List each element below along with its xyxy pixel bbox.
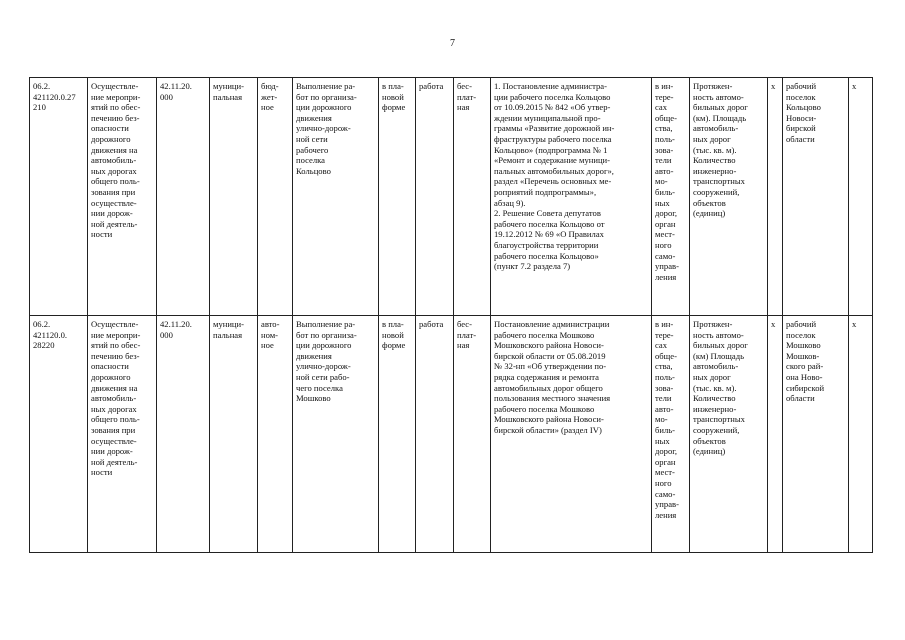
table-row xyxy=(30,78,873,316)
type-cell: муници- пальная xyxy=(210,316,258,553)
payment-cell: бес- плат- ная xyxy=(454,78,491,316)
mark-cell: х xyxy=(768,316,783,553)
mark-cell: х xyxy=(768,78,783,316)
basis-cell: Постановление администрации рабочего поселка Мошково Мошковского района Новоси- бирской области от 05.08.2019 № 32-нп «Об утверждении по- рядка содержания и ремонта автомобильных дорог общего пользования местного значения рабочего поселка Мошково Мошковского района Новоси- бирской области» (раздел IV) xyxy=(491,316,652,553)
form-cell: в пла- новой форме xyxy=(379,78,416,316)
table-row xyxy=(30,316,873,553)
payment-cell: бес- плат- ная xyxy=(454,316,491,553)
kind-cell: работа xyxy=(416,78,454,316)
page-number: 7 xyxy=(450,38,455,49)
consumers-cell: в ин- тере- сах обще- ства, поль- зова- тели авто- мо- биль- ных дорог, орган мест- ного само- управ- ления xyxy=(652,316,690,553)
territory-cell: рабочий поселок Кольцово Новоси- бирской области xyxy=(783,78,849,316)
okved-cell: 42.11.20. 000 xyxy=(157,78,210,316)
indicators-cell: Протяжен- ность автомо- бильных дорог (км) Площадь автомобиль- ных дорог (тыс. кв. м). Количество инженерно- транспортных сооружений, объектов (единиц) xyxy=(690,316,768,553)
content-cell: Выполнение ра- бот по организа- ции дорожного движения улично-дорож- ной сети рабочего поселка Кольцово xyxy=(293,78,379,316)
territory-cell: рабочий поселок Мошково Мошков- ского рай- она Ново- сибирской области xyxy=(783,316,849,553)
registry-table xyxy=(29,77,873,553)
basis-cell: 1. Постановление администра- ции рабочего поселка Кольцово от 10.09.2015 № 842 «Об утвер- ждении муниципальной про- граммы «Развитие дорожной ин- фраструктуры рабочего поселка Кольцово» (подпрограмма № 1 «Ремонт и содержание муници- пальных автомобильных дорог», раздел «Перечень основных ме- роприятий подпрограммы», абзац 9). 2. Решение Совета депутатов рабочего поселка Кольцово от 19.12.2012 № 69 «О Правилах благоустройства территории рабочего поселка Кольцово» (пункт 7.2 раздела 7) xyxy=(491,78,652,316)
name-cell: Осуществле- ние меропри- ятий по обес- печению без- опасности дорожного движения на автомобиль- ных дорогах общего поль- зования при осуществле- нии дорож- ной деятель- ности xyxy=(88,78,157,316)
okved-cell: 42.11.20. 000 xyxy=(157,316,210,553)
mark-cell: х xyxy=(849,316,873,553)
content-cell: Выполнение ра- бот по организа- ции дорожного движения улично-дорож- ной сети рабо- чего поселка Мошково xyxy=(293,316,379,553)
institution-cell: авто- ном- ное xyxy=(258,316,293,553)
kind-cell: работа xyxy=(416,316,454,553)
consumers-cell: в ин- тере- сах обще- ства, поль- зова- тели авто- мо- биль- ных дорог, орган мест- ного само- управ- ления xyxy=(652,78,690,316)
code-cell: 06.2. 421120.0. 28220 xyxy=(30,316,88,553)
form-cell: в пла- новой форме xyxy=(379,316,416,553)
type-cell: муници- пальная xyxy=(210,78,258,316)
indicators-cell: Протяжен- ность автомо- бильных дорог (км). Площадь автомобиль- ных дорог (тыс. кв. м). Количество инженерно- транспортных сооружений, объектов (единиц) xyxy=(690,78,768,316)
mark-cell: х xyxy=(849,78,873,316)
institution-cell: бюд- жет- ное xyxy=(258,78,293,316)
code-cell: 06.2. 421120.0.27 210 xyxy=(30,78,88,316)
name-cell: Осуществле- ние меропри- ятий по обес- печению без- опасности дорожного движения на автомобиль- ных дорогах общего поль- зования при осуществле- нии дорож- ной деятель- ности xyxy=(88,316,157,553)
